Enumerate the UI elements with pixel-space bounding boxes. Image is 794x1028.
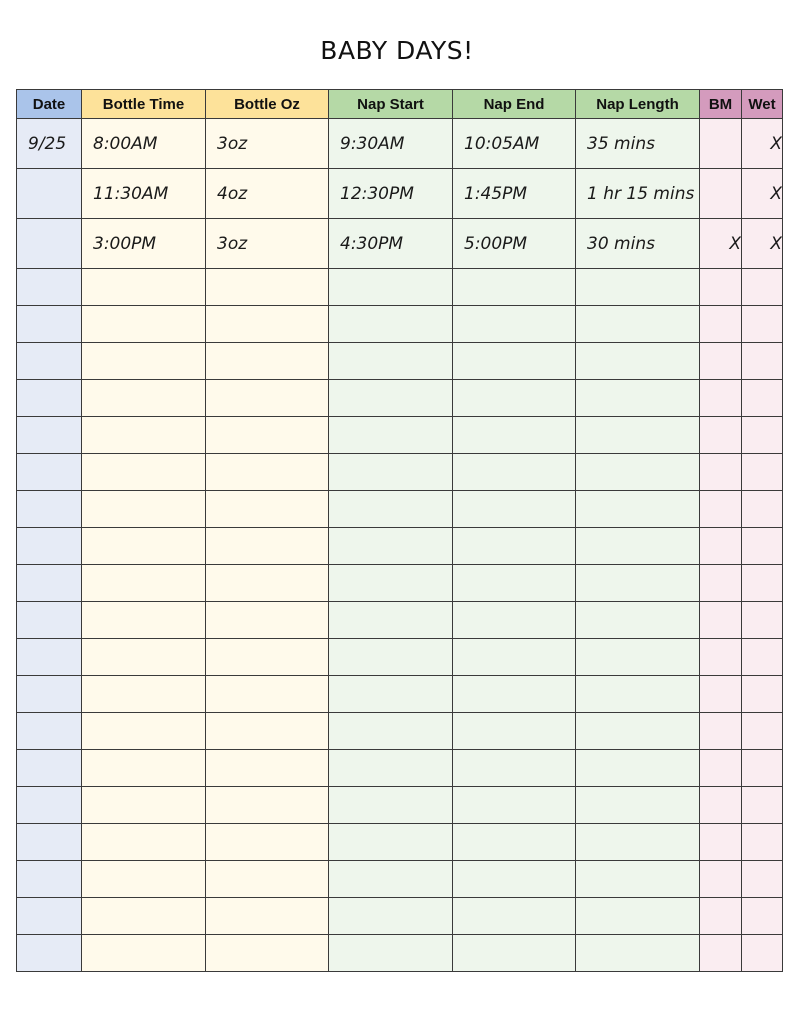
- column-header-bottle-time: Bottle Time: [82, 90, 206, 119]
- bm-cell[interactable]: [700, 713, 742, 750]
- date-cell[interactable]: [17, 898, 82, 935]
- date-cell[interactable]: [17, 602, 82, 639]
- nap-start-cell[interactable]: [329, 528, 453, 565]
- date-cell[interactable]: [17, 343, 82, 380]
- bm-cell[interactable]: [700, 269, 742, 306]
- bottle-oz-cell[interactable]: [206, 713, 329, 750]
- nap-start-cell[interactable]: 12:30PM: [329, 169, 453, 219]
- empty-table-row: [17, 639, 783, 676]
- empty-table-row: [17, 824, 783, 861]
- empty-table-row: [17, 713, 783, 750]
- date-cell[interactable]: [17, 417, 82, 454]
- bottle-oz-cell[interactable]: [206, 454, 329, 491]
- wet-cell[interactable]: [742, 898, 783, 935]
- bottle-oz-cell[interactable]: [206, 528, 329, 565]
- empty-table-row: [17, 343, 783, 380]
- empty-table-row: [17, 935, 783, 972]
- bottle-oz-cell[interactable]: [206, 935, 329, 972]
- column-header-date: Date: [17, 90, 82, 119]
- nap-end-cell[interactable]: [453, 343, 576, 380]
- bm-cell[interactable]: [700, 935, 742, 972]
- wet-cell[interactable]: [742, 269, 783, 306]
- column-header-bm: BM: [700, 90, 742, 119]
- nap-end-cell[interactable]: 10:05AM: [453, 119, 576, 169]
- wet-cell[interactable]: [742, 602, 783, 639]
- bm-cell[interactable]: [700, 787, 742, 824]
- wet-cell[interactable]: [742, 565, 783, 602]
- nap-length-cell[interactable]: [576, 306, 700, 343]
- empty-table-row: [17, 676, 783, 713]
- bm-cell[interactable]: [700, 306, 742, 343]
- bottle-time-cell[interactable]: [82, 565, 206, 602]
- empty-table-row: [17, 417, 783, 454]
- nap-length-cell[interactable]: 35 mins: [576, 119, 700, 169]
- nap-length-cell[interactable]: [576, 417, 700, 454]
- nap-end-cell[interactable]: [453, 898, 576, 935]
- bm-cell[interactable]: [700, 454, 742, 491]
- wet-cell[interactable]: [742, 676, 783, 713]
- bottle-time-cell[interactable]: [82, 491, 206, 528]
- date-cell[interactable]: [17, 269, 82, 306]
- nap-start-cell[interactable]: [329, 269, 453, 306]
- bm-cell[interactable]: [700, 861, 742, 898]
- nap-start-cell[interactable]: 9:30AM: [329, 119, 453, 169]
- bottle-time-cell[interactable]: [82, 861, 206, 898]
- nap-start-cell[interactable]: [329, 787, 453, 824]
- bottle-oz-cell[interactable]: [206, 491, 329, 528]
- bottle-time-cell[interactable]: 3:00PM: [82, 219, 206, 269]
- column-header-nap-start: Nap Start: [329, 90, 453, 119]
- nap-length-cell[interactable]: [576, 639, 700, 676]
- bottle-oz-cell[interactable]: [206, 269, 329, 306]
- date-cell[interactable]: [17, 219, 82, 269]
- nap-length-cell[interactable]: [576, 935, 700, 972]
- bm-cell[interactable]: [700, 565, 742, 602]
- empty-table-row: [17, 787, 783, 824]
- bottle-time-cell[interactable]: [82, 528, 206, 565]
- nap-length-cell[interactable]: [576, 713, 700, 750]
- nap-end-cell[interactable]: 1:45PM: [453, 169, 576, 219]
- bm-cell[interactable]: [700, 750, 742, 787]
- nap-length-cell[interactable]: [576, 676, 700, 713]
- nap-start-cell[interactable]: [329, 676, 453, 713]
- bottle-oz-cell[interactable]: [206, 676, 329, 713]
- nap-end-cell[interactable]: [453, 676, 576, 713]
- bm-cell[interactable]: [700, 898, 742, 935]
- nap-end-cell[interactable]: 5:00PM: [453, 219, 576, 269]
- wet-cell[interactable]: [742, 639, 783, 676]
- bottle-time-cell[interactable]: [82, 639, 206, 676]
- empty-table-row: [17, 491, 783, 528]
- bottle-time-cell[interactable]: [82, 898, 206, 935]
- bottle-oz-cell[interactable]: [206, 861, 329, 898]
- empty-table-row: [17, 306, 783, 343]
- wet-cell[interactable]: [742, 417, 783, 454]
- date-cell[interactable]: [17, 861, 82, 898]
- date-cell[interactable]: [17, 565, 82, 602]
- nap-end-cell[interactable]: [453, 639, 576, 676]
- nap-length-cell[interactable]: [576, 861, 700, 898]
- date-cell[interactable]: [17, 935, 82, 972]
- empty-table-row: [17, 898, 783, 935]
- bottle-oz-cell[interactable]: [206, 602, 329, 639]
- nap-start-cell[interactable]: [329, 602, 453, 639]
- nap-start-cell[interactable]: [329, 565, 453, 602]
- bottle-oz-cell[interactable]: 3oz: [206, 119, 329, 169]
- nap-start-cell[interactable]: [329, 935, 453, 972]
- nap-length-cell[interactable]: [576, 491, 700, 528]
- column-header-nap-end: Nap End: [453, 90, 576, 119]
- table-row: [17, 119, 783, 169]
- bottle-time-cell[interactable]: [82, 824, 206, 861]
- nap-start-cell[interactable]: [329, 491, 453, 528]
- nap-length-cell[interactable]: [576, 602, 700, 639]
- nap-end-cell[interactable]: [453, 269, 576, 306]
- nap-length-cell[interactable]: [576, 528, 700, 565]
- nap-start-cell[interactable]: [329, 454, 453, 491]
- nap-length-cell[interactable]: [576, 565, 700, 602]
- bottle-oz-cell[interactable]: 4oz: [206, 169, 329, 219]
- date-cell[interactable]: [17, 639, 82, 676]
- nap-start-cell[interactable]: [329, 898, 453, 935]
- date-cell[interactable]: [17, 750, 82, 787]
- empty-table-row: [17, 861, 783, 898]
- bottle-oz-cell[interactable]: [206, 343, 329, 380]
- bottle-oz-cell[interactable]: [206, 824, 329, 861]
- empty-table-row: [17, 750, 783, 787]
- bm-cell[interactable]: [700, 528, 742, 565]
- wet-cell[interactable]: X: [742, 119, 783, 169]
- nap-end-cell[interactable]: [453, 713, 576, 750]
- nap-length-cell[interactable]: [576, 750, 700, 787]
- nap-length-cell[interactable]: 30 mins: [576, 219, 700, 269]
- bottle-time-cell[interactable]: [82, 380, 206, 417]
- bottle-oz-cell[interactable]: [206, 417, 329, 454]
- bm-cell[interactable]: [700, 169, 742, 219]
- date-cell[interactable]: [17, 306, 82, 343]
- wet-cell[interactable]: [742, 343, 783, 380]
- bottle-oz-cell[interactable]: [206, 639, 329, 676]
- date-cell[interactable]: [17, 713, 82, 750]
- bm-cell[interactable]: [700, 491, 742, 528]
- nap-start-cell[interactable]: [329, 713, 453, 750]
- bottle-time-cell[interactable]: [82, 306, 206, 343]
- wet-cell[interactable]: [742, 935, 783, 972]
- nap-end-cell[interactable]: [453, 454, 576, 491]
- date-cell[interactable]: 9/25: [17, 119, 82, 169]
- wet-cell[interactable]: [742, 787, 783, 824]
- nap-length-cell[interactable]: [576, 898, 700, 935]
- bm-cell[interactable]: X: [700, 219, 742, 269]
- nap-end-cell[interactable]: [453, 602, 576, 639]
- bottle-oz-cell[interactable]: [206, 750, 329, 787]
- bottle-oz-cell[interactable]: [206, 898, 329, 935]
- nap-end-cell[interactable]: [453, 417, 576, 454]
- bottle-time-cell[interactable]: [82, 602, 206, 639]
- date-cell[interactable]: [17, 491, 82, 528]
- nap-end-cell[interactable]: [453, 750, 576, 787]
- nap-length-cell[interactable]: [576, 454, 700, 491]
- empty-table-row: [17, 565, 783, 602]
- nap-end-cell[interactable]: [453, 861, 576, 898]
- column-header-nap-length: Nap Length: [576, 90, 700, 119]
- bottle-oz-cell[interactable]: [206, 380, 329, 417]
- wet-cell[interactable]: [742, 750, 783, 787]
- wet-cell[interactable]: [742, 824, 783, 861]
- date-cell[interactable]: [17, 169, 82, 219]
- nap-start-cell[interactable]: [329, 343, 453, 380]
- bottle-time-cell[interactable]: [82, 787, 206, 824]
- nap-length-cell[interactable]: [576, 787, 700, 824]
- nap-length-cell[interactable]: [576, 380, 700, 417]
- nap-end-cell[interactable]: [453, 824, 576, 861]
- column-header-wet: Wet: [742, 90, 783, 119]
- nap-length-cell[interactable]: [576, 343, 700, 380]
- bottle-oz-cell[interactable]: [206, 787, 329, 824]
- bottle-time-cell[interactable]: [82, 454, 206, 491]
- table-row: [17, 219, 783, 269]
- nap-length-cell[interactable]: [576, 824, 700, 861]
- bm-cell[interactable]: [700, 343, 742, 380]
- nap-start-cell[interactable]: [329, 380, 453, 417]
- nap-start-cell[interactable]: [329, 861, 453, 898]
- bottle-time-cell[interactable]: [82, 713, 206, 750]
- wet-cell[interactable]: [742, 491, 783, 528]
- baby-log-table: [16, 89, 783, 972]
- bottle-oz-cell[interactable]: [206, 306, 329, 343]
- bottle-time-cell[interactable]: [82, 269, 206, 306]
- wet-cell[interactable]: [742, 528, 783, 565]
- wet-cell[interactable]: [742, 306, 783, 343]
- nap-start-cell[interactable]: [329, 824, 453, 861]
- wet-cell[interactable]: [742, 861, 783, 898]
- bm-cell[interactable]: [700, 639, 742, 676]
- bottle-oz-cell[interactable]: [206, 565, 329, 602]
- bottle-time-cell[interactable]: [82, 343, 206, 380]
- date-cell[interactable]: [17, 528, 82, 565]
- date-cell[interactable]: [17, 787, 82, 824]
- date-cell[interactable]: [17, 824, 82, 861]
- wet-cell[interactable]: [742, 454, 783, 491]
- empty-table-row: [17, 602, 783, 639]
- bottle-time-cell[interactable]: 11:30AM: [82, 169, 206, 219]
- page-title: BABY DAYS!: [320, 36, 474, 65]
- bottle-time-cell[interactable]: [82, 750, 206, 787]
- nap-end-cell[interactable]: [453, 528, 576, 565]
- nap-length-cell[interactable]: 1 hr 15 mins: [576, 169, 700, 219]
- empty-table-row: [17, 380, 783, 417]
- bm-cell[interactable]: [700, 824, 742, 861]
- bottle-time-cell[interactable]: [82, 935, 206, 972]
- nap-start-cell[interactable]: [329, 639, 453, 676]
- bm-cell[interactable]: [700, 602, 742, 639]
- bottle-time-cell[interactable]: [82, 676, 206, 713]
- bottle-time-cell[interactable]: 8:00AM: [82, 119, 206, 169]
- empty-table-row: [17, 269, 783, 306]
- bm-cell[interactable]: [700, 119, 742, 169]
- nap-start-cell[interactable]: [329, 750, 453, 787]
- bottle-oz-cell[interactable]: 3oz: [206, 219, 329, 269]
- nap-start-cell[interactable]: [329, 306, 453, 343]
- nap-start-cell[interactable]: [329, 417, 453, 454]
- date-cell[interactable]: [17, 676, 82, 713]
- wet-cell[interactable]: [742, 713, 783, 750]
- date-cell[interactable]: [17, 380, 82, 417]
- wet-cell[interactable]: X: [742, 219, 783, 269]
- empty-table-row: [17, 454, 783, 491]
- nap-end-cell[interactable]: [453, 380, 576, 417]
- nap-end-cell[interactable]: [453, 491, 576, 528]
- bm-cell[interactable]: [700, 676, 742, 713]
- column-header-bottle-oz: Bottle Oz: [206, 90, 329, 119]
- wet-cell[interactable]: [742, 380, 783, 417]
- bm-cell[interactable]: [700, 417, 742, 454]
- nap-start-cell[interactable]: 4:30PM: [329, 219, 453, 269]
- bm-cell[interactable]: [700, 380, 742, 417]
- date-cell[interactable]: [17, 454, 82, 491]
- nap-length-cell[interactable]: [576, 269, 700, 306]
- header-row: [17, 90, 783, 119]
- nap-end-cell[interactable]: [453, 787, 576, 824]
- empty-table-row: [17, 528, 783, 565]
- nap-end-cell[interactable]: [453, 306, 576, 343]
- wet-cell[interactable]: X: [742, 169, 783, 219]
- nap-end-cell[interactable]: [453, 565, 576, 602]
- bottle-time-cell[interactable]: [82, 417, 206, 454]
- nap-end-cell[interactable]: [453, 935, 576, 972]
- table-row: [17, 169, 783, 219]
